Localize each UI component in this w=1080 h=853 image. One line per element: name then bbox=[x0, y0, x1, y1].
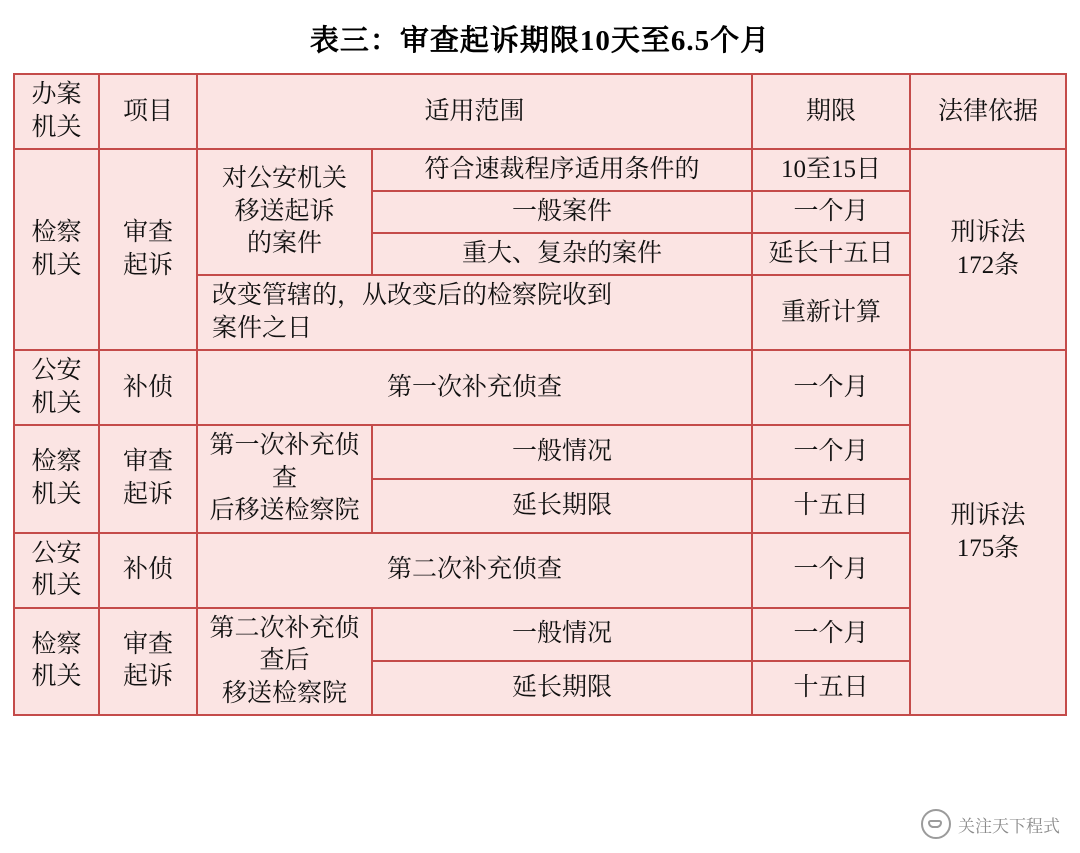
header-basis: 法律依据 bbox=[910, 74, 1066, 149]
table-row bbox=[14, 149, 1066, 191]
cell-limit-r3-s2: 十五日 bbox=[752, 479, 910, 533]
cell-item-r1-line2: 起诉 bbox=[122, 251, 173, 279]
watermark-label: 关注天下程式 bbox=[958, 816, 1060, 836]
cell-item-r3-line1: 审查 bbox=[122, 448, 173, 476]
cell-item-r2: 补侦 bbox=[99, 350, 197, 425]
cell-agency-r4-line1: 公安 bbox=[31, 539, 82, 567]
cell-basis-lower bbox=[910, 350, 1066, 715]
cell-basis-lower-line2: 175条 bbox=[956, 534, 1020, 562]
table-row bbox=[14, 350, 1066, 425]
watermark bbox=[915, 805, 1070, 843]
cell-agency-r5 bbox=[14, 608, 99, 716]
cell-scope-group-r5 bbox=[197, 608, 372, 716]
cell-scope-group-r3-line1: 第一次补充侦查 bbox=[209, 432, 360, 492]
cell-item-r1 bbox=[99, 149, 197, 350]
page-title: 表三：审查起诉期限10天至6.5个月 bbox=[309, 25, 771, 57]
cell-scope-r4: 第二次补充侦查 bbox=[197, 533, 752, 608]
cell-item-r3 bbox=[99, 425, 197, 533]
cell-basis-r1-line2: 172条 bbox=[956, 251, 1020, 279]
cell-scope-group-r5-line2: 移送检察院 bbox=[221, 679, 347, 707]
cell-item-r1-line1: 审查 bbox=[122, 219, 173, 246]
cell-scope-r1-jurisdiction-line1: 改变管辖的，从改变后的检察院收到 bbox=[211, 282, 612, 309]
cell-agency-r3-line1: 检察 bbox=[31, 448, 82, 476]
cell-scope-group-r1-line3: 的案件 bbox=[246, 230, 322, 258]
cell-agency-r2-line2: 机关 bbox=[31, 389, 82, 417]
cell-limit-r3-s1: 一个月 bbox=[752, 425, 910, 479]
header-scope: 适用范围 bbox=[197, 74, 752, 149]
cell-limit-r1-jurisdiction: 重新计算 bbox=[752, 275, 910, 350]
cell-scope-r5-s1: 一般情况 bbox=[372, 608, 752, 662]
cell-agency-r1-line2: 机关 bbox=[31, 251, 82, 279]
cell-scope-r1-s3: 重大、复杂的案件 bbox=[372, 233, 752, 275]
cell-basis-lower-line1: 刑诉法 bbox=[950, 502, 1026, 529]
cell-agency-r3 bbox=[14, 425, 99, 533]
cell-agency-r1-line1: 检察 bbox=[31, 219, 82, 246]
cell-limit-r2: 一个月 bbox=[752, 350, 910, 425]
table-row bbox=[14, 425, 1066, 479]
cell-scope-group-r1-line2: 移送起诉 bbox=[234, 197, 335, 225]
cell-scope-r2: 第一次补充侦查 bbox=[197, 350, 752, 425]
cell-item-r5-line2: 起诉 bbox=[122, 663, 173, 691]
header-agency-line1: 办案 bbox=[31, 81, 82, 108]
cell-limit-r1-s3: 延长十五日 bbox=[752, 233, 910, 275]
cell-scope-r1-jurisdiction bbox=[197, 275, 752, 350]
cell-agency-r5-line1: 检察 bbox=[31, 630, 82, 658]
cell-scope-group-r5-line1: 第二次补充侦查后 bbox=[209, 614, 360, 674]
cell-limit-r4: 一个月 bbox=[752, 533, 910, 608]
cell-agency-r4 bbox=[14, 533, 99, 608]
cell-scope-group-r1-line1: 对公安机关 bbox=[221, 165, 347, 193]
cell-basis-r1-line1: 刑诉法 bbox=[950, 219, 1026, 246]
cell-scope-r1-jurisdiction-line2: 案件之日 bbox=[211, 314, 312, 342]
cell-agency-r2-line1: 公安 bbox=[31, 357, 82, 384]
cell-limit-r1-s2: 一个月 bbox=[752, 191, 910, 233]
cell-agency-r4-line2: 机关 bbox=[31, 572, 82, 599]
cell-scope-group-r1 bbox=[197, 149, 372, 275]
header-item: 项目 bbox=[99, 74, 197, 149]
cell-limit-r5-s2: 十五日 bbox=[752, 661, 910, 715]
cell-scope-r5-s2: 延长期限 bbox=[372, 661, 752, 715]
header-agency-line2: 机关 bbox=[31, 113, 82, 141]
cell-agency-r2 bbox=[14, 350, 99, 425]
header-agency bbox=[14, 74, 99, 149]
cell-item-r5-line1: 审查 bbox=[122, 630, 173, 658]
cell-basis-r1 bbox=[910, 149, 1066, 350]
cell-scope-group-r3 bbox=[197, 425, 372, 533]
cell-item-r3-line2: 起诉 bbox=[122, 480, 173, 508]
wechat-official-account-icon bbox=[921, 809, 951, 839]
cell-scope-r1-s2: 一般案件 bbox=[372, 191, 752, 233]
cell-item-r5 bbox=[99, 608, 197, 716]
table-row bbox=[14, 533, 1066, 608]
header-limit: 期限 bbox=[752, 74, 910, 149]
table-row bbox=[14, 608, 1066, 662]
cell-agency-r3-line2: 机关 bbox=[31, 480, 82, 508]
cell-scope-group-r3-line2: 后移送检察院 bbox=[209, 497, 360, 524]
cell-limit-r1-s1: 10至15日 bbox=[752, 149, 910, 191]
cell-agency-r5-line2: 机关 bbox=[31, 663, 82, 691]
table-header-row bbox=[14, 74, 1066, 149]
cell-item-r4: 补侦 bbox=[99, 533, 197, 608]
cell-agency-r1 bbox=[14, 149, 99, 350]
procedure-deadline-table bbox=[13, 73, 1067, 716]
cell-scope-r3-s2: 延长期限 bbox=[372, 479, 752, 533]
cell-scope-r3-s1: 一般情况 bbox=[372, 425, 752, 479]
cell-scope-r1-s1: 符合速裁程序适用条件的 bbox=[372, 149, 752, 191]
cell-limit-r5-s1: 一个月 bbox=[752, 608, 910, 662]
